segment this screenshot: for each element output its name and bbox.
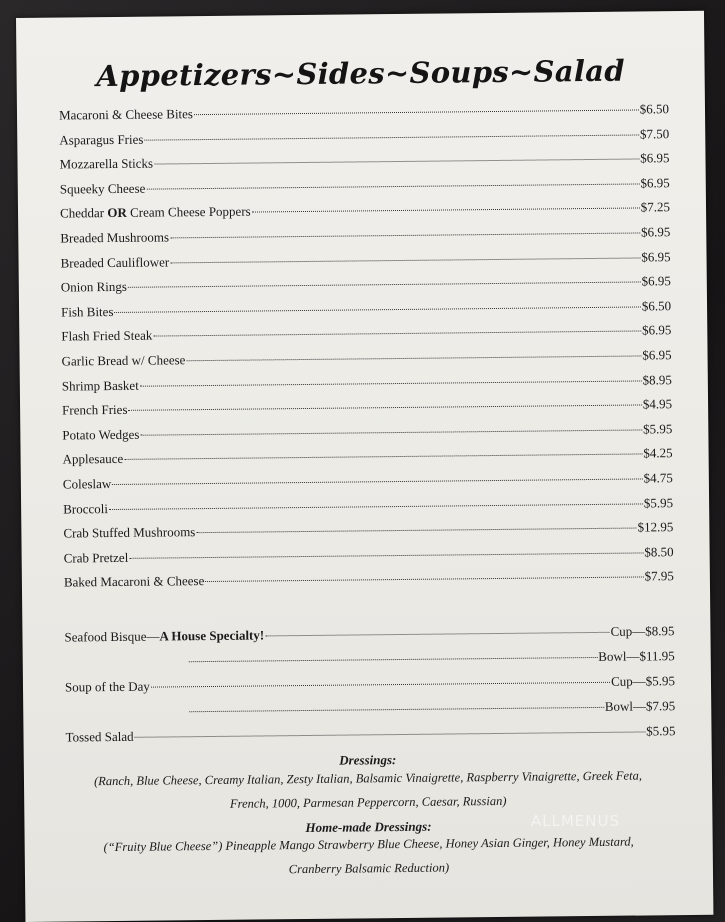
menu-item-name: Flash Fried Steak <box>61 327 153 344</box>
menu-item-price: $12.95 <box>637 519 674 535</box>
menu-item-price: $8.95 <box>642 371 672 388</box>
menu-item-row <box>61 323 671 345</box>
menu-item-row <box>62 396 672 418</box>
dot-leader <box>146 182 639 189</box>
dot-leader <box>170 256 640 263</box>
homemade-dressings-heading: Home-made Dressings: <box>305 818 432 836</box>
menu-item-name: Onion Rings <box>60 279 127 295</box>
menu-item-name: Squeeky Cheese <box>59 180 146 197</box>
dot-leader <box>154 158 639 165</box>
menu-item-price: $7.95 <box>644 568 674 584</box>
dot-leader <box>205 576 643 583</box>
menu-item-price: $6.95 <box>640 224 671 240</box>
menu-item-price: $5.95 <box>643 420 673 437</box>
menu-item-price: $6.95 <box>641 248 671 265</box>
dot-leader <box>194 108 639 115</box>
menu-item-name: Broccoli <box>63 500 108 517</box>
menu-page <box>16 11 713 922</box>
soup-bowl-price: Bowl—$7.95 <box>604 698 676 714</box>
menu-item-name: Coleslaw <box>62 476 112 492</box>
menu-item-row <box>63 470 673 492</box>
menu-item-name: French Fries <box>62 402 128 418</box>
dot-leader <box>153 330 641 337</box>
menu-item-row <box>62 421 672 443</box>
dot-leader <box>196 527 636 534</box>
menu-item-name: Fish Bites <box>61 303 114 320</box>
menu-item-price: $4.75 <box>643 470 673 486</box>
menu-item-price: $8.50 <box>644 543 674 560</box>
homemade-dressings-line-2: Cranberry Balsamic Reduction) <box>288 860 450 877</box>
menu-item-name: Breaded Cauliflower <box>60 254 170 271</box>
menu-item-name: Shrimp Basket <box>61 377 139 394</box>
dot-leader <box>112 477 642 485</box>
menu-item-price: $7.50 <box>639 125 670 142</box>
menu-item-price: $6.95 <box>641 322 672 338</box>
dot-leader <box>128 281 641 288</box>
menu-item-row <box>60 175 670 197</box>
dot-leader <box>129 551 643 558</box>
dot-leader <box>140 379 642 386</box>
soup-name: Soup of the Day <box>64 678 150 695</box>
menu-item-row <box>59 150 669 172</box>
dressings-line-2: French, 1000, Parmesan Peppercorn, Caesar, Russian) <box>229 793 507 811</box>
watermark-logo: ALLMENUS <box>530 812 620 830</box>
dot-leader <box>135 730 646 737</box>
soup-row-bisque <box>64 623 674 645</box>
homemade-dressings-line-1: (“Fruity Blue Cheese”) Pineapple Mango Strawberry Blue Cheese, Honey Asian Ginger, Honey Mustard, <box>103 834 634 855</box>
menu-item-row <box>63 446 673 468</box>
soup-cup-price: Cup—$8.95 <box>610 623 675 639</box>
dot-leader <box>189 656 598 662</box>
menu-item-price: $6.95 <box>640 150 670 166</box>
menu-item-name: Baked Macaroni & Cheese <box>63 573 205 590</box>
soup-cup-price: Cup—$5.95 <box>610 673 676 689</box>
dot-leader <box>128 404 641 411</box>
menu-item-row <box>64 544 674 566</box>
dot-leader <box>265 631 609 637</box>
menu-item-name: Mozzarella Sticks <box>59 155 154 172</box>
dot-leader <box>189 706 604 712</box>
menu-item-name: Macaroni & Cheese Bites <box>58 106 194 123</box>
dot-leader <box>170 231 640 238</box>
menu-item-price: $7.25 <box>640 199 671 215</box>
dot-leader <box>151 681 610 688</box>
house-specialty-label: A House Specialty! <box>159 627 265 644</box>
soup-row-day <box>65 673 675 695</box>
menu-item-name: Breaded Mushrooms <box>60 229 170 246</box>
menu-item-row <box>60 249 670 271</box>
dressings-line-1: (Ranch, Blue Cheese, Creamy Italian, Zesty Italian, Balsamic Vinaigrette, Raspberry Vinaigrette, Greek Feta, <box>93 768 642 789</box>
menu-item-name: Asparagus Fries <box>59 131 144 148</box>
menu-item-row <box>62 372 672 394</box>
menu-item-name: Potato Wedges <box>62 426 140 443</box>
dot-leader <box>109 502 643 510</box>
menu-item-row <box>64 569 674 591</box>
menu-item-price: $6.95 <box>641 273 671 289</box>
menu-item-price: $4.25 <box>643 445 673 461</box>
menu-item-row <box>62 347 672 369</box>
menu-item-row <box>60 200 670 222</box>
dot-leader <box>124 453 642 460</box>
menu-item-row <box>60 224 670 246</box>
soup-row-bisque-bowl <box>188 648 675 669</box>
menu-item-price: $6.50 <box>639 101 670 117</box>
soup-row-day-bowl <box>188 698 675 719</box>
salad-price: $5.95 <box>646 723 676 739</box>
menu-item-name: Cheddar OR Cream Cheese Poppers <box>59 203 251 221</box>
menu-item-row <box>63 495 673 517</box>
menu-item-price: $6.50 <box>641 297 672 314</box>
dot-leader <box>252 207 640 213</box>
dressings-heading: Dressings: <box>339 752 397 768</box>
menu-item-price: $6.95 <box>640 174 670 191</box>
menu-item-price: $6.95 <box>642 347 672 363</box>
soup-name: Seafood Bisque—A House Specialty! <box>64 627 265 645</box>
salad-name: Tossed Salad <box>65 728 134 745</box>
dot-leader <box>140 428 642 435</box>
dot-leader <box>186 354 641 361</box>
salad-row <box>65 723 675 745</box>
menu-item-row <box>59 126 669 148</box>
menu-item-row <box>63 519 673 541</box>
menu-item-name: Crab Stuffed Mushrooms <box>63 524 196 541</box>
menu-item-name: Applesauce <box>62 451 124 467</box>
menu-item-name: Garlic Bread w/ Cheese <box>61 352 186 369</box>
menu-item-row <box>61 273 671 295</box>
soup-bowl-price: Bowl—$11.95 <box>598 648 675 664</box>
menu-item-row <box>61 298 671 320</box>
menu-title: Appetizers~Sides~Soups~Salad <box>96 53 626 94</box>
dot-leader <box>144 133 639 140</box>
menu-item-price: $4.95 <box>642 396 673 412</box>
menu-item-row <box>59 101 669 123</box>
dot-leader <box>114 305 640 313</box>
menu-item-price: $5.95 <box>643 494 674 511</box>
menu-item-name: Crab Pretzel <box>63 549 129 566</box>
